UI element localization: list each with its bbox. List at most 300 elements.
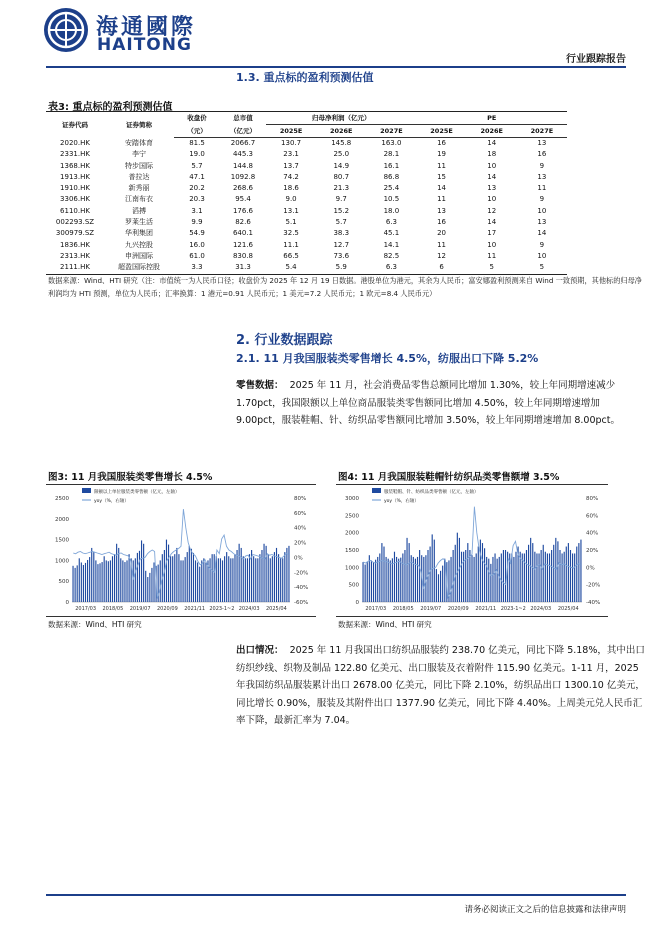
table-cell: 14 [537, 229, 547, 238]
footer-disclaimer: 请务必阅读正文之后的信息披露和法律声明 [464, 905, 626, 915]
table-cell: 16 [437, 139, 446, 147]
bar [75, 568, 76, 602]
bar [268, 554, 269, 602]
x-tick-label: 2019/07 [129, 606, 151, 612]
bar [534, 552, 535, 602]
x-tick-label: 2020/09 [447, 606, 469, 612]
table-cell: 82.6 [235, 218, 251, 227]
x-tick-label: 2017/03 [75, 606, 97, 612]
bar [381, 543, 382, 602]
x-tick-label: 2025/04 [265, 606, 287, 612]
table-cell: 江南布衣 [125, 195, 153, 204]
table-cell: 38.3 [333, 229, 350, 238]
table-cell: 11 [437, 195, 446, 204]
bar [417, 557, 418, 602]
bar [280, 558, 281, 602]
bar [406, 538, 407, 602]
table-cell: 2313.HK [60, 251, 90, 260]
bar [453, 550, 454, 602]
table-cell: 5.7 [335, 218, 347, 227]
bar [492, 557, 493, 602]
bar [484, 548, 485, 602]
bar [106, 560, 107, 602]
y-right-tick: 40% [294, 525, 307, 532]
table-cell: 66.5 [283, 251, 299, 260]
table-cell: 18.0 [383, 206, 400, 215]
bar [524, 553, 525, 602]
table-cell: 6110.HK [60, 206, 90, 215]
bar [166, 540, 167, 602]
bar [365, 565, 366, 602]
bar [228, 556, 229, 602]
table-cell: 13 [537, 139, 547, 147]
bar [137, 553, 138, 602]
table-cell: 6.3 [366, 262, 416, 274]
bar [386, 557, 387, 602]
table-cell: 1910.HK [60, 184, 90, 193]
col-unit-price: （元） [174, 125, 220, 138]
x-tick-label: 2025/04 [557, 606, 579, 612]
bar [383, 547, 384, 602]
bar [151, 568, 152, 602]
bar [499, 557, 500, 602]
bar [149, 573, 150, 602]
bar [578, 543, 579, 602]
bar [367, 562, 368, 602]
bar [255, 558, 256, 602]
bar [566, 547, 567, 602]
table-cell: 130.7 [281, 139, 302, 147]
table-row [46, 194, 567, 205]
table-cell: 16 [537, 150, 547, 159]
table-row [46, 161, 567, 172]
bar [559, 550, 560, 602]
bar [209, 558, 210, 602]
bar [241, 548, 242, 602]
bar [220, 558, 221, 602]
bar [538, 553, 539, 602]
bar [160, 560, 161, 602]
table-cell: 81.5 [189, 139, 205, 147]
col-year: 2025E [416, 125, 466, 138]
bar [83, 565, 84, 602]
fig4-source: 数据来源：Wind、HTI 研究 [338, 620, 432, 629]
fig4-chart [336, 486, 608, 616]
y-right-tick: 20% [586, 548, 599, 554]
table-row [46, 183, 567, 194]
bar [85, 563, 86, 602]
bar [239, 544, 240, 602]
table-cell: 罗莱生活 [125, 218, 153, 227]
section-heading-1-3: 1.3. 重点标的盈利预测估值 [236, 71, 374, 84]
bar [116, 544, 117, 602]
x-tick-label: 2019/07 [420, 606, 442, 612]
bar [236, 550, 237, 602]
table-cell: 9.7 [335, 195, 347, 204]
fig3-chart [46, 486, 316, 616]
table-cell: 21.3 [333, 184, 350, 193]
bar [557, 541, 558, 602]
col-unit-mktcap: （亿元） [220, 125, 266, 138]
y-right-tick: -20% [586, 582, 601, 589]
table-cell: 82.5 [383, 251, 400, 260]
bar [114, 554, 115, 602]
bar [574, 553, 575, 602]
bar [226, 552, 227, 602]
bar [580, 540, 581, 602]
table-cell: 144.8 [232, 161, 254, 170]
y-right-tick: 0% [294, 555, 303, 562]
bar [278, 554, 279, 602]
y-left-tick: 2000 [345, 530, 359, 537]
col-header-pe: PE [416, 112, 567, 125]
bar [480, 540, 481, 602]
col-header-mktcap: 总市值 [220, 112, 266, 125]
bar [191, 549, 192, 602]
bar [72, 566, 73, 602]
bar [139, 551, 140, 602]
logo-mark-icon [44, 8, 88, 52]
x-tick-label: 2023-1~2 [209, 606, 235, 612]
legend-bar-label: 限额以上单位服装类零售额（亿元，左轴） [94, 490, 180, 495]
bar [124, 562, 125, 602]
bar [415, 559, 416, 602]
table-cell: 6 [416, 262, 466, 274]
y-left-tick: 2000 [55, 516, 69, 523]
y-left-tick: 2500 [345, 513, 359, 520]
table-cell: 3.3 [174, 262, 220, 274]
bar [409, 543, 410, 602]
bar [185, 557, 186, 602]
bar [362, 562, 363, 602]
table-cell: 5.9 [316, 262, 366, 274]
bar [110, 560, 111, 602]
bar [232, 558, 233, 602]
table-cell: 17 [487, 229, 497, 238]
footer-divider [46, 894, 626, 896]
table-cell: 31.3 [220, 262, 266, 274]
bar [536, 553, 537, 602]
bar [564, 552, 565, 602]
table-cell: 121.6 [232, 240, 254, 249]
export-paragraph [236, 642, 646, 730]
col-year: 2025E [266, 125, 316, 138]
table-cell: 14.9 [333, 161, 350, 170]
retail-paragraph [236, 377, 646, 430]
table-cell: 20.2 [189, 184, 205, 193]
bar [141, 540, 142, 602]
table-cell: 15.2 [333, 206, 350, 215]
table-cell: 16.0 [189, 240, 205, 249]
y-left-tick: 0 [65, 600, 69, 606]
table-cell: 80.7 [333, 172, 350, 181]
bar [488, 559, 489, 602]
bar [461, 552, 462, 602]
x-tick-label: 2023-1~2 [500, 606, 526, 612]
table-cell: 300979.SZ [55, 229, 95, 238]
table-cell: 640.1 [232, 229, 254, 238]
table-cell: 14 [437, 184, 446, 193]
table-cell: 73.6 [333, 251, 350, 260]
bar [168, 545, 169, 602]
bar [545, 552, 546, 602]
legend-bar-swatch [82, 488, 91, 493]
bar [193, 553, 194, 602]
table-row [46, 149, 567, 160]
bar [505, 550, 506, 602]
bar [104, 556, 105, 602]
y-right-tick: 80% [294, 496, 307, 502]
table-cell: 特步国际 [125, 161, 153, 170]
bar [95, 560, 96, 602]
table-cell: 14 [487, 218, 497, 227]
bar [438, 574, 439, 602]
bar [390, 560, 391, 602]
bar [576, 547, 577, 602]
bar [259, 554, 260, 602]
bar [375, 560, 376, 602]
table-row [46, 228, 567, 239]
table-cell: 13.7 [283, 161, 299, 170]
col-header-price: 收盘价 [174, 112, 220, 125]
bar [570, 550, 571, 602]
bar [423, 557, 424, 602]
bar [205, 562, 206, 602]
table-cell: 12 [437, 251, 446, 260]
bar [551, 550, 552, 602]
logo-chinese-name: 海通國際 [96, 15, 197, 40]
bar [442, 566, 443, 602]
bar [126, 560, 127, 602]
bar [404, 550, 405, 602]
bar [272, 556, 273, 602]
table-cell: 14 [487, 172, 497, 181]
bar [503, 550, 504, 602]
bar [379, 553, 380, 602]
y-left-tick: 1500 [345, 548, 359, 554]
table-row [46, 172, 567, 183]
y-left-tick: 1000 [55, 558, 69, 565]
y-left-tick: 2500 [55, 496, 69, 502]
x-tick-label: 2021/11 [184, 606, 206, 612]
y-left-tick: 500 [348, 582, 359, 589]
bar [450, 557, 451, 602]
bar [183, 560, 184, 602]
table-cell: 2066.7 [230, 139, 256, 147]
table-cell: 25.0 [333, 150, 350, 159]
y-left-tick: 0 [355, 600, 359, 606]
y-right-tick: -40% [586, 600, 601, 606]
y-left-tick: 1000 [345, 565, 359, 572]
bar [180, 560, 181, 602]
bar [371, 560, 372, 602]
bar [467, 543, 468, 602]
fig3-rule-bottom [46, 616, 316, 617]
bar [459, 538, 460, 602]
table-cell: 10 [487, 240, 497, 249]
table-cell: 74.2 [283, 172, 299, 181]
table-cell: 18 [487, 150, 497, 159]
col-year: 2027E [517, 125, 567, 138]
bar [143, 544, 144, 602]
bar [91, 548, 92, 602]
bar [176, 548, 177, 602]
legend-bar-label: 服装鞋帽、针、纺织品类零售额（亿元，左轴） [384, 490, 479, 495]
bar [212, 554, 213, 602]
table-cell: 830.8 [232, 251, 254, 260]
bar [513, 557, 514, 602]
bar [474, 557, 475, 602]
table-cell: 47.1 [189, 172, 205, 181]
bar [478, 547, 479, 602]
table-row [46, 251, 567, 262]
bar [572, 553, 573, 602]
table-cell: 2111.HK [46, 262, 104, 274]
fig4-rule-bottom [336, 616, 608, 617]
table-cell: 95.4 [235, 195, 251, 204]
bar [270, 558, 271, 602]
table-cell: 10.5 [383, 195, 400, 204]
table-cell: 5 [467, 262, 517, 274]
table-cell: 13 [437, 206, 446, 215]
bar [112, 556, 113, 602]
bar [87, 560, 88, 602]
table-cell: 超盈国际控股 [104, 262, 174, 274]
table-cell: 9 [539, 195, 545, 204]
table-cell: 华利集团 [125, 229, 153, 238]
table-cell: 安踏体育 [125, 138, 153, 147]
bar [388, 559, 389, 602]
table-row [46, 262, 567, 274]
bar [245, 558, 246, 602]
col-header-profit: 归母净利润（亿元） [266, 112, 416, 125]
table-cell: 11 [437, 240, 446, 249]
table-cell: 20.3 [189, 195, 205, 204]
bar [178, 554, 179, 602]
fig4-rule [336, 484, 608, 485]
bar [122, 560, 123, 602]
bar [120, 558, 121, 602]
bar [243, 556, 244, 602]
bar [396, 557, 397, 602]
table-cell: 19.0 [189, 150, 205, 159]
bar [214, 554, 215, 602]
bar [549, 553, 550, 602]
fig3-source: 数据来源：Wind、HTI 研究 [48, 620, 142, 629]
report-type-tag: 行业跟踪报告 [566, 54, 626, 65]
table-cell: 新秀丽 [128, 184, 150, 193]
table-cell: 1368.HK [60, 161, 90, 170]
table-cell: 19 [437, 150, 446, 159]
bar [99, 563, 100, 602]
table-cell: 11.1 [283, 240, 299, 249]
bar [222, 560, 223, 602]
table-cell: 445.3 [232, 150, 254, 159]
logo-english-name: HAITONG [97, 35, 192, 55]
bar [129, 554, 130, 602]
bar [501, 553, 502, 602]
bar [187, 552, 188, 602]
table-row [46, 217, 567, 228]
bar [230, 558, 231, 602]
bar [392, 558, 393, 602]
bar [373, 562, 374, 602]
table-cell: 10 [537, 206, 547, 215]
bar [145, 571, 146, 602]
x-tick-label: 2017/03 [365, 606, 387, 612]
bar [172, 556, 173, 602]
legend-bar-swatch [372, 488, 381, 493]
bar [465, 550, 466, 602]
bar [97, 564, 98, 602]
bar [444, 559, 445, 602]
bar [197, 562, 198, 602]
col-year: 2026E [316, 125, 366, 138]
table-cell: 18.6 [283, 184, 299, 193]
bar [526, 550, 527, 602]
x-tick-label: 2024/03 [238, 606, 260, 612]
table-cell: 10 [487, 161, 497, 170]
table-cell: 3.1 [191, 206, 203, 215]
table-cell: 25.4 [383, 184, 400, 193]
table-cell: 1092.8 [230, 172, 256, 181]
bar [419, 550, 420, 602]
col-header-name: 证券简称 [104, 112, 174, 138]
fig4-title: 图4: 11 月我国服装鞋帽针纺织品类零售额增 3.5% [338, 472, 560, 483]
table-cell: 10 [487, 195, 497, 204]
table-cell: 268.6 [232, 184, 254, 193]
table-cell: 9 [539, 240, 545, 249]
table-cell: 9.9 [191, 218, 203, 227]
bar [394, 552, 395, 602]
table-cell: 13 [537, 172, 547, 181]
bar [218, 558, 219, 602]
valuation-table [46, 111, 567, 275]
bar [562, 553, 563, 602]
table-cell: 滔搏 [132, 206, 146, 215]
table-cell: 5.4 [266, 262, 316, 274]
bar [482, 543, 483, 602]
retail-label: 零售数据： [236, 380, 284, 391]
table-cell: 86.8 [383, 172, 400, 181]
bar [430, 547, 431, 602]
table-cell: 11 [537, 184, 547, 193]
y-right-tick: 60% [294, 510, 307, 517]
table-cell: 9 [539, 161, 545, 170]
table-cell: 12.7 [333, 240, 350, 249]
fig3-rule [46, 484, 316, 485]
table-cell: 李宁 [132, 150, 146, 159]
bar [440, 571, 441, 602]
table-cell: 176.6 [232, 206, 254, 215]
bar [174, 554, 175, 602]
table-cell: 1913.HK [60, 172, 90, 181]
table-cell: 14.1 [383, 240, 400, 249]
legend-line-label: yoy（%，右轴） [384, 499, 419, 504]
bar [224, 556, 225, 602]
x-tick-label: 2018/05 [102, 606, 124, 612]
bar [568, 543, 569, 602]
bar [436, 569, 437, 602]
bar [532, 543, 533, 602]
table-cell: 普拉达 [128, 172, 150, 181]
bar [553, 545, 554, 602]
bar [89, 557, 90, 602]
bar [555, 538, 556, 602]
y-left-tick: 1500 [55, 537, 69, 544]
bar [457, 533, 458, 602]
table-cell: 28.1 [383, 150, 400, 159]
